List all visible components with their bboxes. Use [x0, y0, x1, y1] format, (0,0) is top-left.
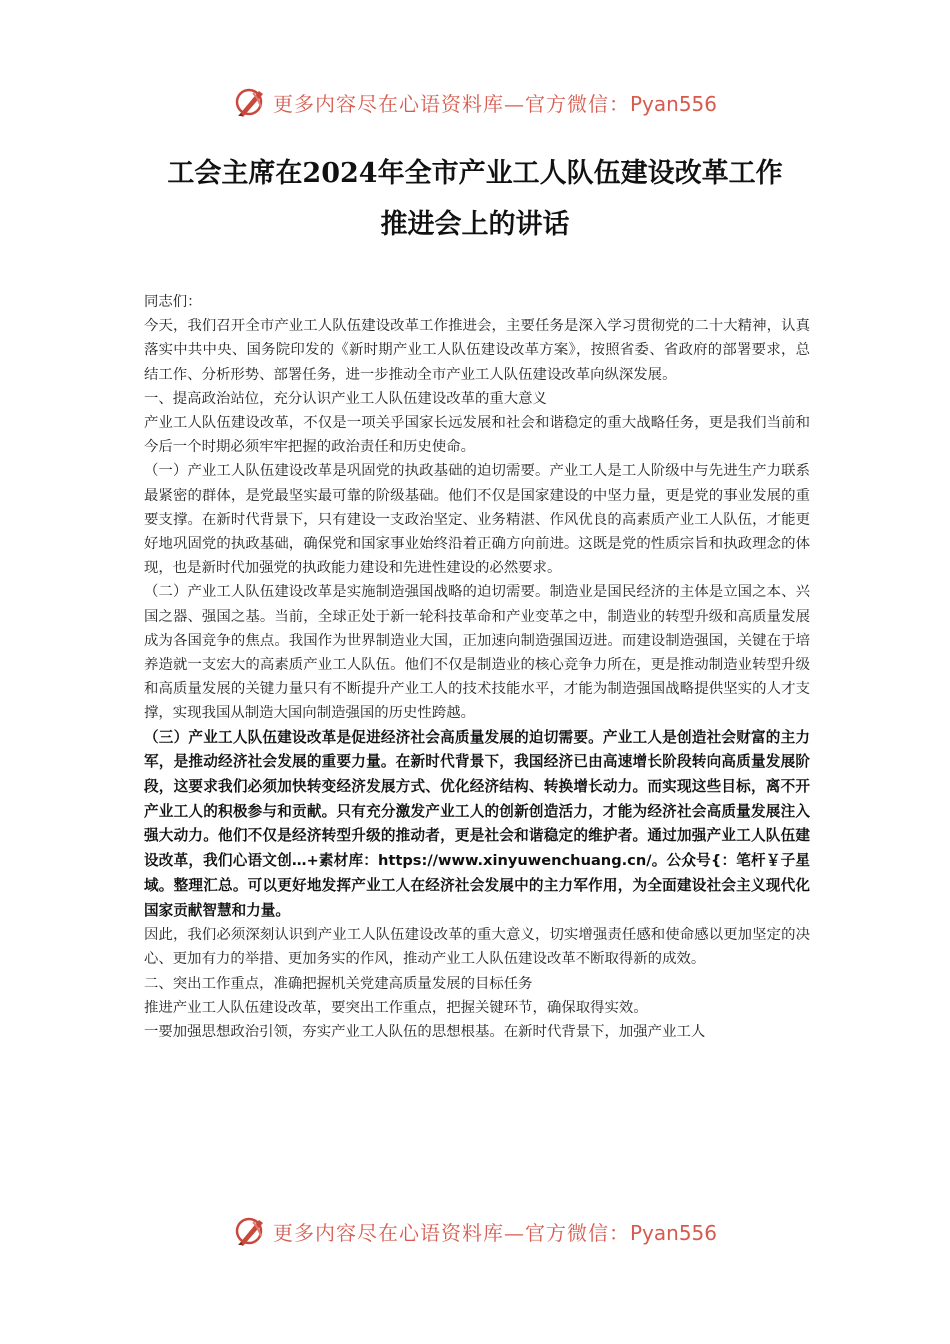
section-heading-1: 一、提高政治站位，充分认识产业工人队伍建设改革的重大意义 [144, 390, 547, 407]
title-line-1: 工会主席在2024年全市产业工人队伍建设改革工作 [167, 158, 783, 189]
title-line-2: 推进会上的讲话 [380, 209, 570, 240]
paragraph: 推进产业工人队伍建设改革，要突出工作重点，把握关键环节，确保取得实效。 [144, 999, 648, 1016]
salutation: 同志们： [144, 294, 202, 310]
section-heading-2: 二、突出工作重点，准确把握机关党建高质量发展的目标任务 [144, 975, 533, 992]
paragraph-conclusion: 因此，我们必须深刻认识到产业工人队伍建设改革的重大意义，切实增强责任感和使命感以更加坚定的决心、更加有力的举措、更加务实的作风，推动产业工人队伍建设改革不断取得新的成效。 [144, 927, 810, 968]
pen-logo-icon [233, 85, 267, 119]
paragraph: 产业工人队伍建设改革，不仅是一项关乎国家长远发展和社会和谐稳定的重大战略任务，更是我们当前和今后一个时期必须牢牢把握的政治责任和历史使命。 [144, 415, 810, 456]
watermark-brand: 更多内容尽在心语资料库—官方微信： [272, 91, 630, 116]
paragraph-point-3: （三）产业工人队伍建设改革是促进经济社会高质量发展的迫切需要。产业工人是创造社会财富的主力军，是推动经济社会发展的重要力量。在新时代背景下，我国经济已由高速增长阶段转向高质量发展阶段，这要求我们必须加快转变经济发展方式、优化经济结构、转换增长动力。而实现这些目标，离不开产业工人的积极参与和贡献。只有充分激发产业工人的创新创造活力，才能为经济社会高质量发展注入强大动力。他们不仅是经济转型升级的推动者，更是社会和谐稳定的维护者。通过加强产业工人队伍建设改革，我们心语文创…+素材库：https://www.xinyuwenchuang.cn/。公众号{：笔杆￥子星域。整理汇总。可以更好地发挥产业工人在经济社会发展中的主力军作用，为全面建设社会主义现代化国家贡献智慧和力量。 [144, 728, 810, 919]
watermark-text [273, 1217, 717, 1246]
watermark-wechat-id: Pyan556 [629, 91, 717, 116]
pen-logo-icon [233, 1214, 267, 1248]
document-title [80, 148, 870, 250]
document-body [144, 290, 810, 1044]
paragraph-point-2: （二）产业工人队伍建设改革是实施制造强国战略的迫切需要。制造业是国民经济的主体是立国之本、兴国之器、强国之基。当前，全球正处于新一轮科技革命和产业变革之中，制造业的转型升级和高质量发展成为各国竞争的焦点。我国作为世界制造业大国，正加速向制造强国迈进。而建设制造强国，关键在于培养造就一支宏大的高素质产业工人队伍。他们不仅是制造业的核心竞争力所在，更是推动制造业转型升级和高质量发展的关键力量只有不断提升产业工人的技术技能水平，才能为制造强国战略提供坚实的人才支撑，实现我国从制造大国向制造强国的历史性跨越。 [144, 584, 810, 722]
paragraph-intro: 今天，我们召开全市产业工人队伍建设改革工作推进会，主要任务是深入学习贯彻党的二十大精神，认真落实中共中央、国务院印发的《新时期产业工人队伍建设改革方案》，按照省委、省政府的部署要求，总结工作、分析形势、部署任务，进一步推动全市产业工人队伍建设改革向纵深发展。 [144, 318, 810, 383]
watermark-text [273, 88, 717, 117]
footer-watermark-banner [0, 1211, 950, 1251]
watermark-wechat-id: Pyan556 [629, 1220, 717, 1245]
watermark-brand: 更多内容尽在心语资料库—官方微信： [272, 1220, 630, 1245]
header-watermark-banner [0, 82, 950, 122]
paragraph-point-1: （一）产业工人队伍建设改革是巩固党的执政基础的迫切需要。产业工人是工人阶级中与先进生产力联系最紧密的群体，是党最坚实最可靠的阶级基础。他们不仅是国家建设的中坚力量，更是党的事业发展的重要支撑。在新时代背景下，只有建设一支政治坚定、业务精湛、作风优良的高素质产业工人队伍，才能更好地巩固党的执政基础，确保党和国家事业始终沿着正确方向前进。这既是党的性质宗旨和执政理念的体现，也是新时代加强党的执政能力建设和先进性建设的必然要求。 [144, 463, 810, 577]
paragraph: 一要加强思想政治引领，夯实产业工人队伍的思想根基。在新时代背景下，加强产业工人 [144, 1024, 706, 1041]
